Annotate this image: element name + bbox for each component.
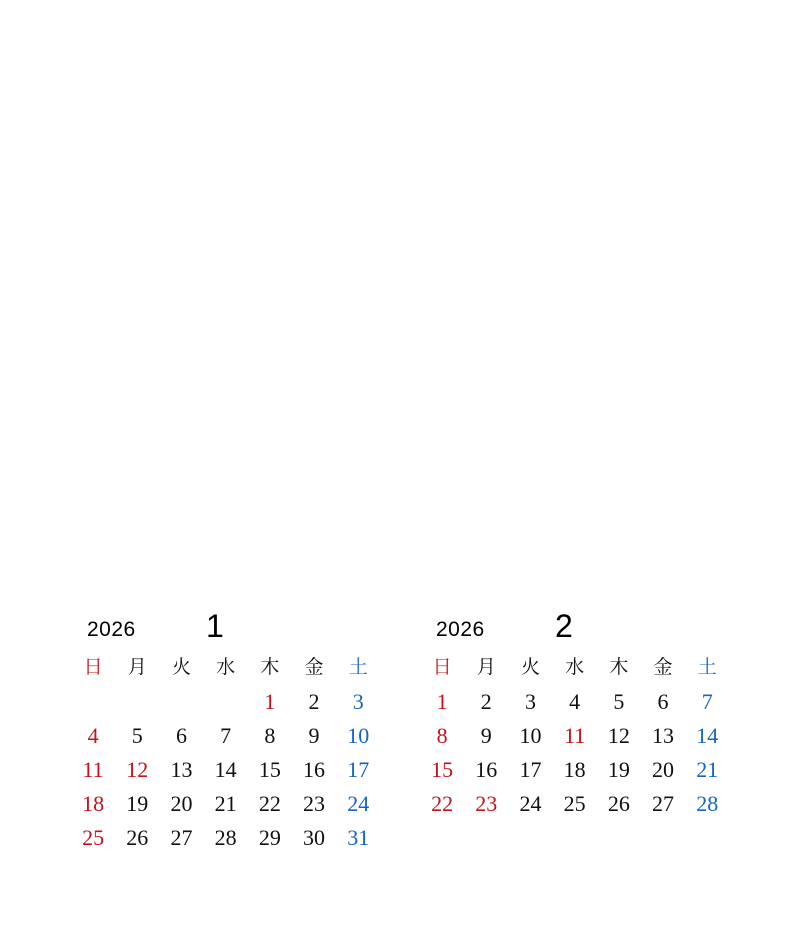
day-cell: 24 bbox=[519, 791, 542, 816]
day-cell: 18 bbox=[82, 791, 105, 816]
day-cell: 4 bbox=[569, 689, 581, 714]
weekday-header: 木 bbox=[260, 656, 280, 678]
day-cell: 31 bbox=[347, 825, 370, 850]
day-cell: 25 bbox=[82, 825, 105, 850]
calendar-grid bbox=[71, 651, 380, 855]
day-cell: 14 bbox=[696, 723, 719, 748]
day-cell: 20 bbox=[652, 757, 675, 782]
day-cell: 5 bbox=[131, 723, 143, 748]
day-cell: 10 bbox=[347, 723, 370, 748]
month-number: 2 bbox=[555, 608, 573, 644]
day-cell: 18 bbox=[563, 757, 586, 782]
day-cell: 19 bbox=[126, 791, 149, 816]
day-cell: 26 bbox=[607, 791, 630, 816]
day-cell: 26 bbox=[126, 825, 149, 850]
day-cell: 6 bbox=[657, 689, 669, 714]
weekday-header: 金 bbox=[304, 656, 324, 678]
day-cell: 21 bbox=[696, 757, 719, 782]
day-cell: 20 bbox=[170, 791, 193, 816]
empty-cell bbox=[115, 685, 159, 719]
day-cell: 7 bbox=[220, 723, 232, 748]
weekday-header: 水 bbox=[565, 656, 585, 678]
day-cell: 15 bbox=[431, 757, 454, 782]
weekday-header: 火 bbox=[171, 656, 191, 678]
day-cell: 23 bbox=[475, 791, 498, 816]
calendar-grid bbox=[420, 651, 729, 821]
day-cell: 11 bbox=[564, 723, 586, 748]
weekday-header: 木 bbox=[609, 656, 629, 678]
empty-cell bbox=[204, 685, 248, 719]
day-cell: 10 bbox=[519, 723, 542, 748]
day-cell: 25 bbox=[563, 791, 586, 816]
day-cell: 5 bbox=[613, 689, 625, 714]
day-cell: 9 bbox=[308, 723, 320, 748]
day-cell: 12 bbox=[607, 723, 630, 748]
day-cell: 12 bbox=[126, 757, 149, 782]
day-cell: 28 bbox=[696, 791, 719, 816]
day-cell: 24 bbox=[347, 791, 370, 816]
day-cell: 6 bbox=[175, 723, 187, 748]
day-cell: 1 bbox=[436, 689, 448, 714]
empty-cell bbox=[71, 685, 115, 719]
day-cell: 17 bbox=[347, 757, 370, 782]
weekday-header: 水 bbox=[216, 656, 236, 678]
weekday-header: 日 bbox=[432, 656, 452, 678]
day-cell: 19 bbox=[607, 757, 630, 782]
day-cell: 16 bbox=[303, 757, 326, 782]
day-cell: 13 bbox=[652, 723, 675, 748]
year-label: 2026 bbox=[436, 618, 485, 641]
day-cell: 27 bbox=[170, 825, 193, 850]
day-cell: 1 bbox=[264, 689, 276, 714]
year-label: 2026 bbox=[87, 618, 136, 641]
weekday-header: 月 bbox=[127, 656, 147, 678]
day-cell: 13 bbox=[170, 757, 193, 782]
empty-cell bbox=[159, 685, 203, 719]
weekday-header: 土 bbox=[348, 656, 368, 678]
day-cell: 3 bbox=[352, 689, 364, 714]
day-cell: 3 bbox=[524, 689, 536, 714]
weekday-header: 火 bbox=[520, 656, 540, 678]
day-cell: 21 bbox=[214, 791, 237, 816]
day-cell: 2 bbox=[480, 689, 492, 714]
weekday-header: 日 bbox=[83, 656, 103, 678]
weekday-header: 土 bbox=[697, 656, 717, 678]
day-cell: 4 bbox=[87, 723, 99, 748]
day-cell: 22 bbox=[258, 791, 281, 816]
day-cell: 8 bbox=[264, 723, 276, 748]
day-cell: 22 bbox=[431, 791, 454, 816]
day-cell: 2 bbox=[308, 689, 320, 714]
day-cell: 27 bbox=[652, 791, 675, 816]
day-cell: 23 bbox=[303, 791, 326, 816]
day-cell: 17 bbox=[519, 757, 542, 782]
weekday-header: 金 bbox=[653, 656, 673, 678]
day-cell: 9 bbox=[480, 723, 492, 748]
day-cell: 14 bbox=[214, 757, 237, 782]
day-cell: 11 bbox=[82, 757, 104, 782]
day-cell: 8 bbox=[436, 723, 448, 748]
day-cell: 29 bbox=[258, 825, 281, 850]
day-cell: 28 bbox=[214, 825, 237, 850]
weekday-header: 月 bbox=[476, 656, 496, 678]
day-cell: 7 bbox=[701, 689, 713, 714]
month-number: 1 bbox=[206, 608, 224, 644]
day-cell: 30 bbox=[303, 825, 326, 850]
day-cell: 16 bbox=[475, 757, 498, 782]
day-cell: 15 bbox=[258, 757, 281, 782]
